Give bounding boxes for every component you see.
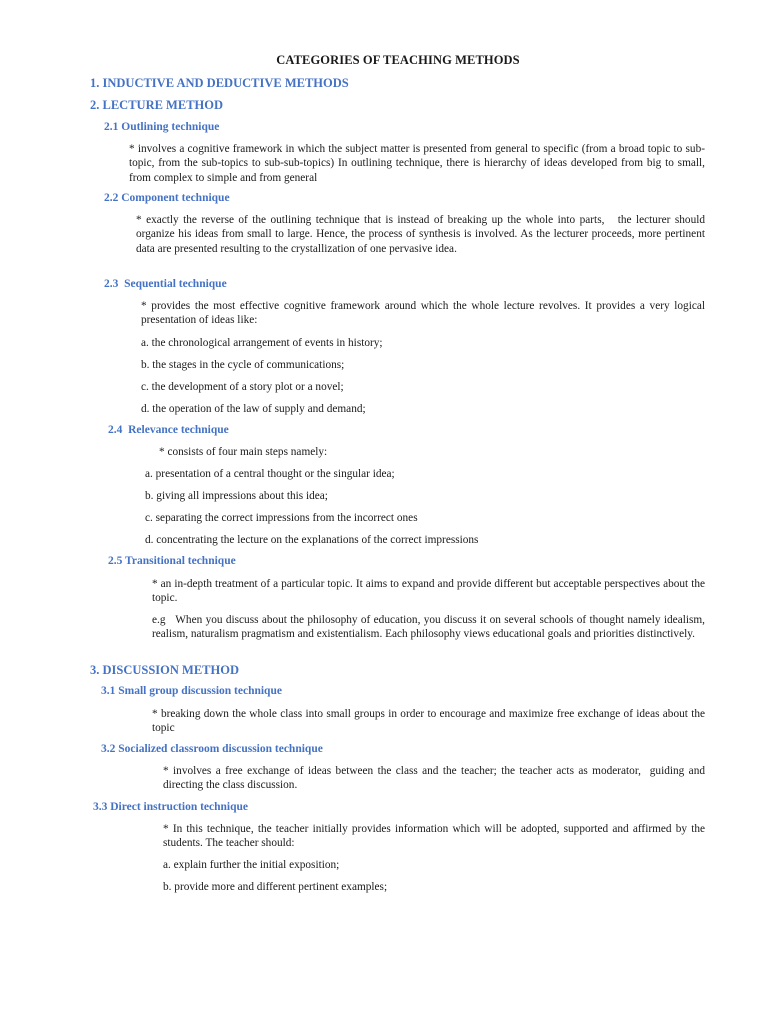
direct-item-b: b. provide more and different pertinent examples; [163, 881, 388, 893]
outlining-description: * involves a cognitive framework in which the subject matter is presented from general to specific (from a broad topic to sub-topic, from the sub-topics to sub-sub-topics) In outlining technique, there is hierarchy of ideas developed from big to small, from complex to simple and from general [129, 143, 708, 184]
relevance-item-b: b. giving all impressions about this idea; [145, 490, 328, 502]
sequential-description: * provides the most effective cognitive framework around which the whole lecture revolves. It provides a very logical presentation of ideas like: [141, 300, 708, 327]
relevance-item-c: c. separating the correct impressions from the incorrect ones [145, 512, 418, 524]
sequential-item-a: a. the chronological arrangement of events in history; [141, 337, 383, 349]
heading-relevance-technique: 2.4 Relevance technique [108, 424, 229, 436]
sequential-item-d: d. the operation of the law of supply and demand; [141, 403, 366, 415]
sequential-item-b: b. the stages in the cycle of communications; [141, 359, 345, 371]
direct-instruction-description: * In this technique, the teacher initially provides information which will be adopted, supported and affirmed by the students. The teacher should: [163, 823, 708, 850]
component-description: * exactly the reverse of the outlining technique that is instead of breaking up the whole into parts, the lecturer should organize his ideas from small to large. Hence, the process of synthesis is involved. As the lecturer proceeds, more pertinent data are presented resulting to the crystallization of one pervasive idea. [136, 214, 708, 255]
small-group-description: * breaking down the whole class into small groups in order to encourage and maximize free exchange of ideas about the topic [152, 708, 708, 735]
relevance-item-a: a. presentation of a central thought or the singular idea; [145, 468, 395, 480]
heading-discussion-method: 3. DISCUSSION METHOD [90, 663, 239, 677]
socialized-description: * involves a free exchange of ideas between the class and the teacher; the teacher acts as moderator, guiding and directing the class discussion. [163, 765, 708, 792]
heading-lecture-method: 2. LECTURE METHOD [90, 98, 224, 112]
heading-socialized-technique: 3.2 Socialized classroom discussion technique [101, 743, 323, 755]
heading-direct-instruction-technique: 3.3 Direct instruction technique [93, 801, 249, 813]
heading-sequential-technique: 2.3 Sequential technique [104, 278, 227, 290]
heading-component-technique: 2.2 Component technique [104, 192, 230, 204]
transitional-example: e.g When you discuss about the philosophy of education, you discuss it on several schools of thought namely idealism, realism, naturalism pragmatism and existentialism. Each philosophy views educational goals and priorities distinctively. [152, 614, 708, 641]
page-title: CATEGORIES OF TEACHING METHODS [276, 53, 520, 67]
heading-small-group-technique: 3.1 Small group discussion technique [101, 685, 282, 697]
relevance-description: * consists of four main steps namely: [159, 446, 328, 458]
transitional-description: * an in-depth treatment of a particular topic. It aims to expand and provide different but acceptable perspectives about the topic. [152, 578, 708, 605]
sequential-item-c: c. the development of a story plot or a novel; [141, 381, 344, 393]
direct-item-a: a. explain further the initial exposition; [163, 859, 340, 871]
heading-inductive-deductive: 1. INDUCTIVE AND DEDUCTIVE METHODS [90, 76, 349, 90]
heading-transitional-technique: 2.5 Transitional technique [108, 555, 236, 567]
relevance-item-d: d. concentrating the lecture on the explanations of the correct impressions [145, 534, 479, 546]
heading-outlining-technique: 2.1 Outlining technique [104, 121, 220, 133]
